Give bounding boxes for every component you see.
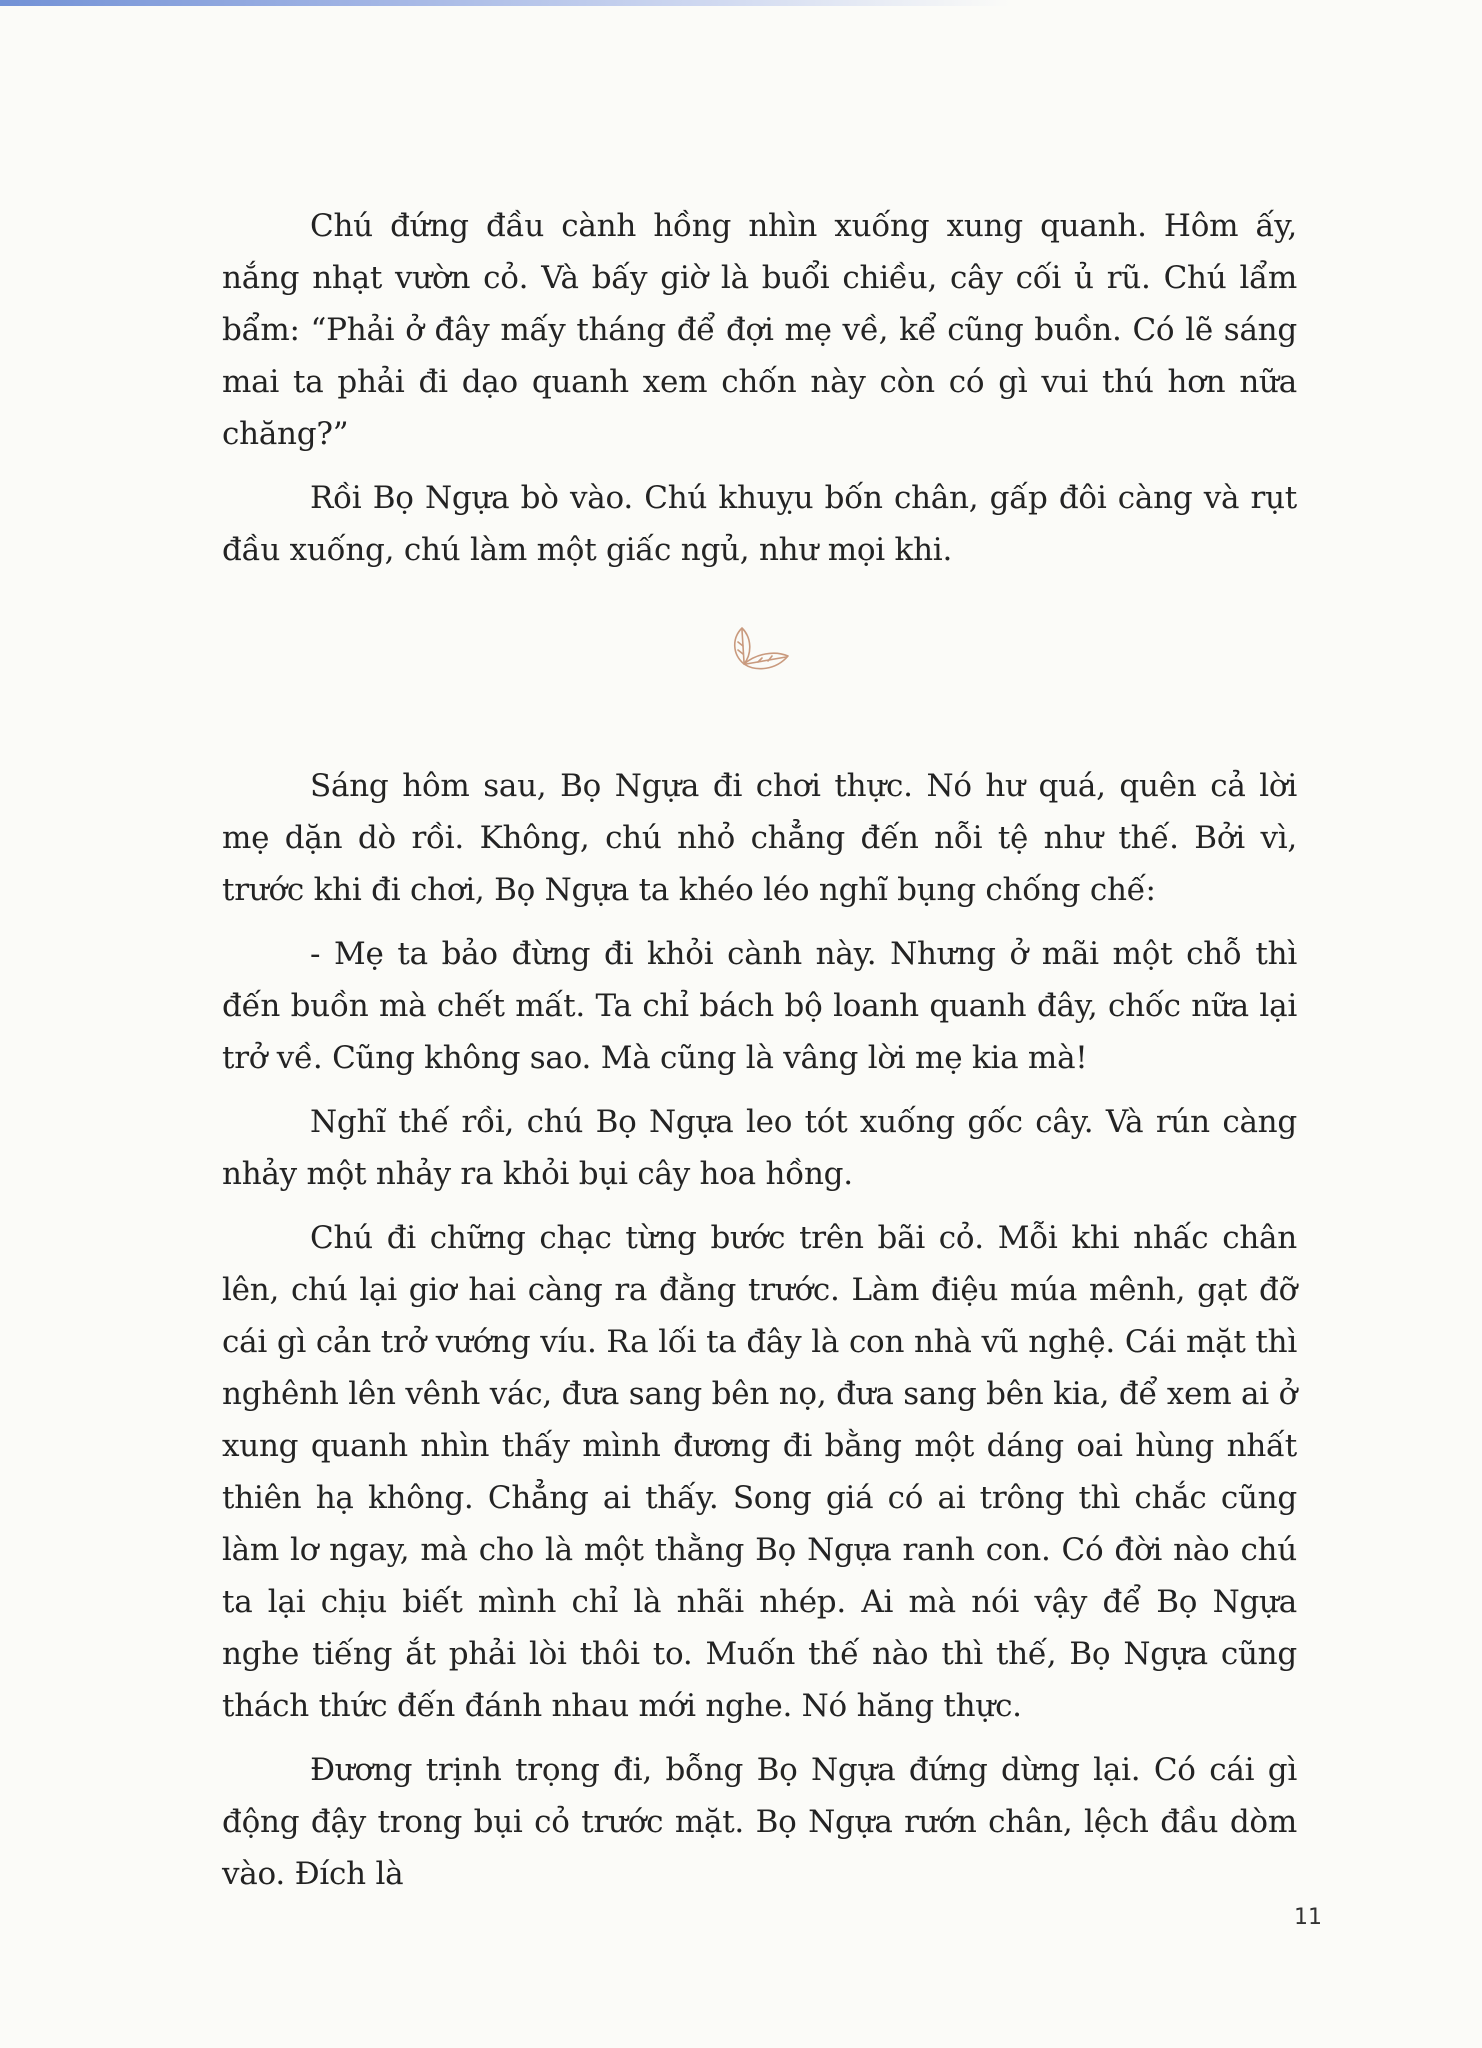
leaf-ornament-icon	[728, 620, 792, 674]
paragraph: Chú đứng đầu cành hồng nhìn xuống xung quanh. Hôm ấy, nắng nhạt vườn cỏ. Và bấy giờ là buổi chiều, cây cối ủ rũ. Chú lẩm bẩm: “Phải ở đây mấy tháng để đợi mẹ về, kể cũng buồn. Có lẽ sáng mai ta phải đi dạo quanh xem chốn này còn có gì vui thú hơn nữa chăng?”	[222, 208, 1297, 452]
paragraph: Sáng hôm sau, Bọ Ngựa đi chơi thực. Nó hư quá, quên cả lời mẹ dặn dò rồi. Không, chú nhỏ chẳng đến nỗi tệ như thế. Bởi vì, trước khi đi chơi, Bọ Ngựa ta khéo léo nghĩ bụng chống chế:	[222, 768, 1297, 908]
text-section-evening	[222, 200, 1297, 576]
paragraph: - Mẹ ta bảo đừng đi khỏi cành này. Nhưng ở mãi một chỗ thì đến buồn mà chết mất. Ta chỉ bách bộ loanh quanh đây, chốc nữa lại trở về. Cũng không sao. Mà cũng là vâng lời mẹ kia mà!	[222, 936, 1297, 1076]
paragraph: Đương trịnh trọng đi, bỗng Bọ Ngựa đứng dừng lại. Có cái gì động đậy trong bụi cỏ trước mặt. Bọ Ngựa rướn chân, lệch đầu dòm vào. Đích là	[222, 1752, 1297, 1892]
paragraph: Chú đi chững chạc từng bước trên bãi cỏ. Mỗi khi nhấc chân lên, chú lại giơ hai càng ra đằng trước. Làm điệu múa mênh, gạt đỡ cái gì cản trở vướng víu. Ra lối ta đây là con nhà vũ nghệ. Cái mặt thì nghênh lên vênh vác, đưa sang bên nọ, đưa sang bên kia, để xem ai ở xung quanh nhìn thấy mình đương đi bằng một dáng oai hùng nhất thiên hạ không. Chẳng ai thấy. Song giá có ai trông thì chắc cũng làm lơ ngay, mà cho là một thằng Bọ Ngựa ranh con. Có đời nào chú ta lại chịu biết mình chỉ là nhãi nhép. Ai mà nói vậy để Bọ Ngựa nghe tiếng ắt phải lòi thôi to. Muốn thế nào thì thế, Bọ Ngựa cũng thách thức đến đánh nhau mới nghe. Nó hăng thực.	[222, 1220, 1297, 1724]
paragraph: Rồi Bọ Ngựa bò vào. Chú khuỵu bốn chân, gấp đôi càng và rụt đầu xuống, chú làm một giấc ngủ, như mọi khi.	[222, 480, 1297, 568]
text-section-morning	[222, 760, 1297, 1900]
page-number: 11	[1294, 1905, 1322, 1930]
scan-edge-strip	[0, 0, 1010, 6]
paragraph: Nghĩ thế rồi, chú Bọ Ngựa leo tót xuống gốc cây. Và rún càng nhảy một nhảy ra khỏi bụi cây hoa hồng.	[222, 1104, 1297, 1192]
